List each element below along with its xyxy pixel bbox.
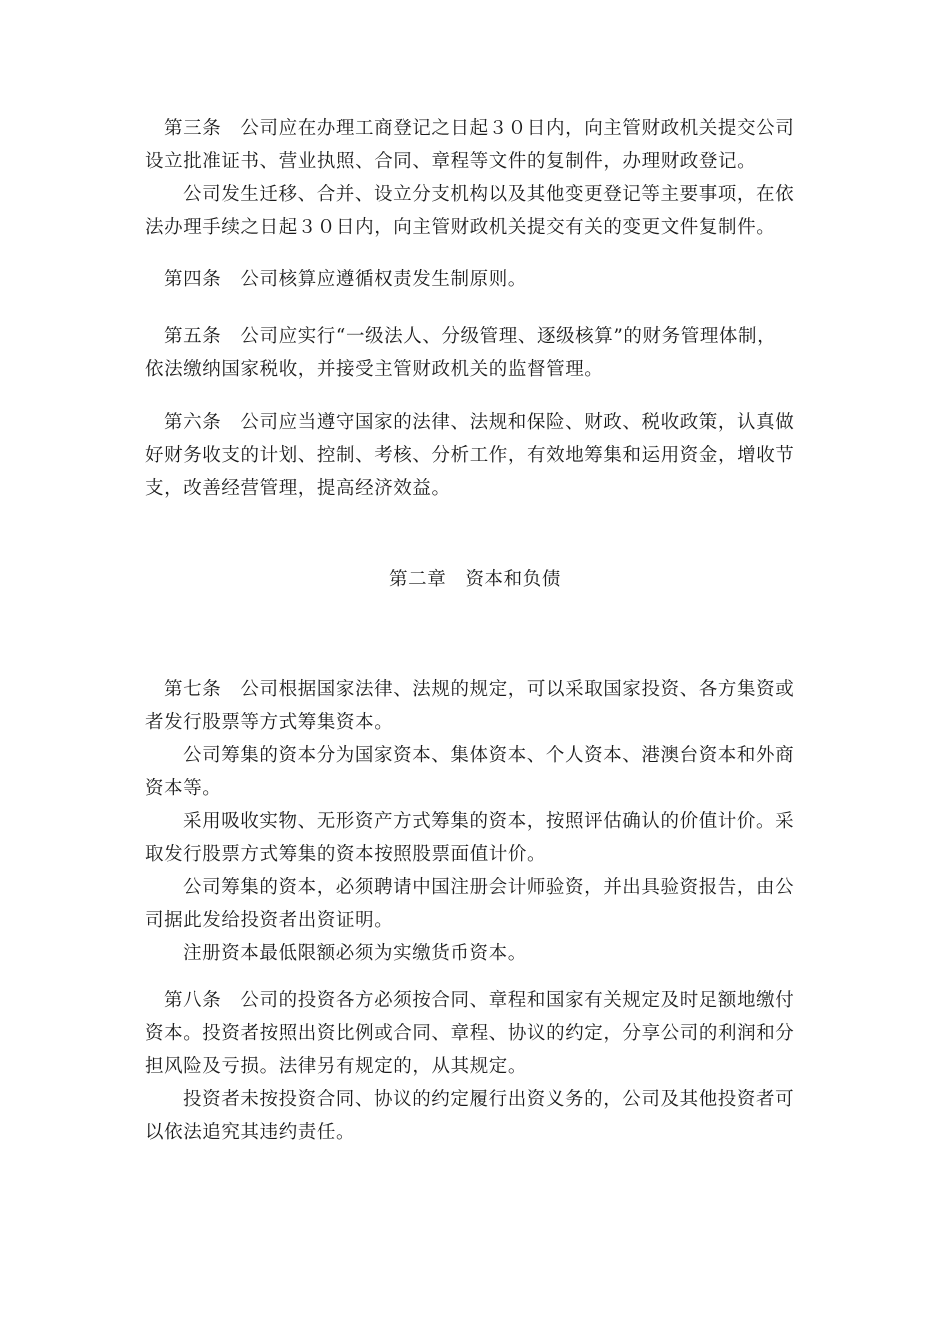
article-5: [145, 320, 805, 386]
article-8-para-2-line-1: 投资者未按投资合同、协议的约定履行出资义务的，公司及其他投资者可: [183, 1089, 795, 1110]
chapter-heading: 第二章 资本和负债: [389, 569, 561, 590]
article-7-para-2-line-1: 公司筹集的资本分为国家资本、集体资本、个人资本、港澳台资本和外商: [183, 745, 795, 766]
article-7-para-2-line-2: 资本等。: [145, 778, 222, 799]
article-7-para-3-line-1: 采用吸收实物、无形资产方式筹集的资本，按照评估确认的价值计价。采: [183, 811, 795, 832]
article-8-para-2-line-2: 以依法追究其违约责任。: [145, 1122, 356, 1143]
article-7-para-4-line-2: 司据此发给投资者出资证明。: [145, 910, 394, 931]
article-7-line-1: 第七条 公司根据国家法律、法规的规定，可以采取国家投资、各方集资或: [164, 679, 795, 700]
article-3-para-2-line-1: 公司发生迁移、合并、设立分支机构以及其他变更登记等主要事项，在依: [183, 184, 795, 205]
article-3-line-2: 设立批准证书、营业执照、合同、章程等文件的复制件，办理财政登记。: [145, 151, 757, 172]
article-7-line-2: 者发行股票等方式筹集资本。: [145, 712, 394, 733]
article-5-line-1: 第五条 公司应实行“一级法人、分级管理、逐级核算”的财务管理体制，: [164, 326, 777, 347]
article-8-line-2: 资本。投资者按照出资比例或合同、章程、协议的约定，分享公司的利润和分: [145, 1023, 795, 1044]
article-6-line-2: 好财务收支的计划、控制、考核、分析工作，有效地筹集和运用资金，增收节: [145, 445, 795, 466]
article-8-line-3: 担风险及亏损。法律另有规定的，从其规定。: [145, 1056, 528, 1077]
article-4: [145, 263, 805, 296]
article-5-line-2: 依法缴纳国家税收，并接受主管财政机关的监督管理。: [145, 359, 604, 380]
article-3: [145, 112, 805, 244]
article-6-line-1: 第六条 公司应当遵守国家的法律、法规和保险、财政、税收政策，认真做: [164, 412, 795, 433]
article-7-para-3-line-2: 取发行股票方式筹集的资本按照股票面值计价。: [145, 844, 547, 865]
article-3-line-1: 第三条 公司应在办理工商登记之日起３０日内，向主管财政机关提交公司: [164, 118, 795, 139]
article-4-line-1: 第四条 公司核算应遵循权责发生制原则。: [164, 269, 527, 290]
article-7-para-5-line-1: 注册资本最低限额必须为实缴货币资本。: [183, 943, 527, 964]
article-6-line-3: 支，改善经营管理，提高经济效益。: [145, 478, 451, 499]
article-3-para-2-line-2: 法办理手续之日起３０日内，向主管财政机关提交有关的变更文件复制件。: [145, 217, 776, 238]
article-7-para-4-line-1: 公司筹集的资本，必须聘请中国注册会计师验资，并出具验资报告，由公: [183, 877, 795, 898]
article-7: [145, 673, 805, 970]
article-6: [145, 406, 805, 505]
article-8-line-1: 第八条 公司的投资各方必须按合同、章程和国家有关规定及时足额地缴付: [164, 990, 795, 1011]
article-8: [145, 984, 805, 1149]
